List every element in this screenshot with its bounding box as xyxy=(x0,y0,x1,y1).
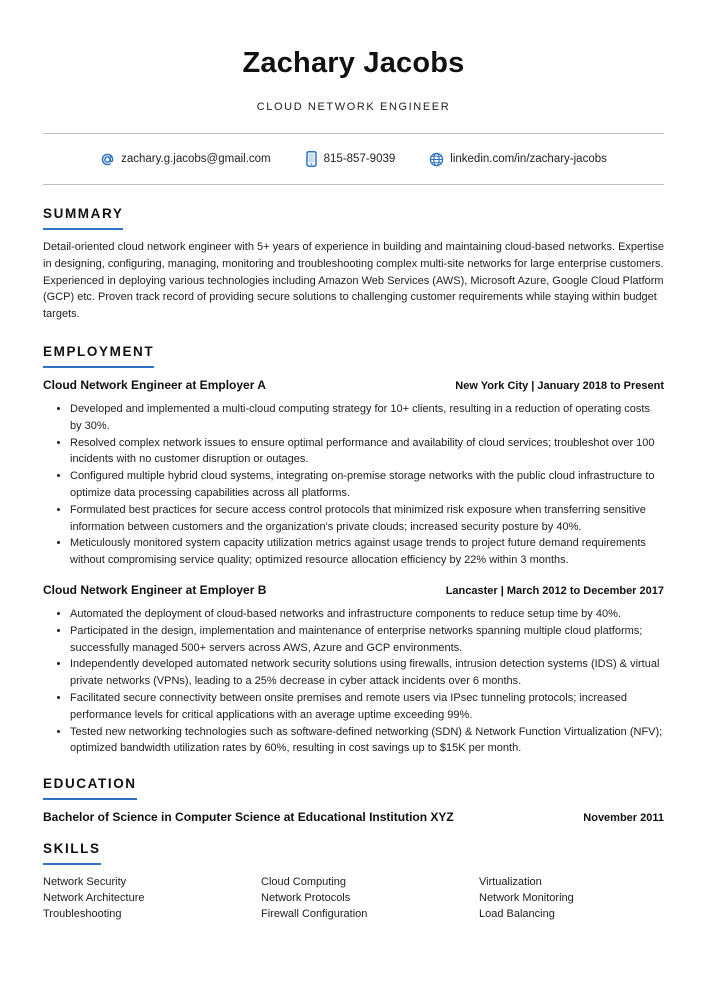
skill-item: Network Architecture xyxy=(43,892,145,905)
resume-page xyxy=(43,0,664,922)
achievement-item: • Configured multiple hybrid cloud systems, integrating on-premise storage networks with the public cloud infrastructure to optimize data processing capabilities across all platforms. xyxy=(70,468,664,502)
education-entry xyxy=(43,810,664,824)
skills-grid xyxy=(43,874,664,922)
summary-heading: SUMMARY xyxy=(43,206,123,230)
achievement-item: • Meticulously monitored system capacity utilization metrics against usage trends to project future demand requirements without compromising service quality; optimized resource allocation efficiency by 22% within 3 months. xyxy=(70,535,664,569)
achievement-item: • Facilitated secure connectivity between onsite premises and remote users via IPsec tunneling protocols; increased performance levels for critical applications with an average uptime exceeding 99%. xyxy=(70,690,664,724)
summary-text: Detail-oriented cloud network engineer with 5+ years of experience in building and maintaining cloud-based networks. Expertise in designing, configuring, managing, monitoring and troubleshooting complex multi-site networks for large enterprise customers. Experienced in deploying various technologies including Amazon Web Services (AWS), Microsoft Azure, Google Cloud Platform (GCP) etc. Proven track record of providing secure solutions to challenging customer requirements while staying within budget targets. xyxy=(43,241,664,321)
achievement-item: • Participated in the design, implementation and maintenance of enterprise networks spanning multiple cloud platforms; successfully managed 500+ servers across AWS, Azure and GCP environments. xyxy=(70,623,664,657)
education-heading: EDUCATION xyxy=(43,776,137,800)
job-title: Cloud Network Engineer at Employer B xyxy=(43,582,267,597)
achievement-item: • Tested new networking technologies such as software-defined networking (SDN) & Network Function Virtualization (NFV); optimized bandwidth utilization rates by 60%, resulting in cost savings up to $15K per month. xyxy=(70,724,664,758)
skill-item: Network Protocols xyxy=(261,892,351,905)
phone-text: 815-857-9039 xyxy=(323,153,396,165)
job-location-dates: New York City | January 2018 to Present xyxy=(455,379,664,392)
contact-email[interactable] xyxy=(100,152,271,167)
contact-linkedin[interactable] xyxy=(429,152,607,167)
achievement-item: • Developed and implemented a multi-cloud computing strategy for 10+ clients, resulting in a reduction of operating costs by 30%. xyxy=(70,401,664,435)
job-header xyxy=(43,583,664,597)
achievement-item: • Independently developed automated network security solutions using firewalls, intrusion detection systems (IDS) & virtual private networks (VPNs), leading to a 25% decrease in cyber attack incidents over 6 months. xyxy=(70,656,664,690)
achievement-item: • Resolved complex network issues to ensure optimal performance and availability of cloud services; troubleshot over 100 incidents with no customer disruption or outages. xyxy=(70,435,664,469)
contact-phone[interactable] xyxy=(305,151,396,167)
graduation-date: November 2011 xyxy=(583,812,664,825)
skill-item: Load Balancing xyxy=(479,908,555,921)
job-entry-employer-b xyxy=(43,583,664,757)
achievement-item: • Automated the deployment of cloud-based networks and infrastructure components to reduce setup time by 40%. xyxy=(70,606,664,623)
linkedin-text: linkedin.com/in/zachary-jacobs xyxy=(450,153,607,165)
education-section xyxy=(43,775,664,824)
at-sign-icon xyxy=(100,152,115,167)
employment-section xyxy=(43,343,664,757)
skill-item: Network Security xyxy=(43,876,127,889)
globe-icon xyxy=(429,152,444,167)
degree: Bachelor of Science in Computer Science at Educational Institution XYZ xyxy=(43,810,454,825)
skill-item: Network Monitoring xyxy=(479,892,574,905)
skill-item: Virtualization xyxy=(479,876,542,889)
skill-item: Firewall Configuration xyxy=(261,908,368,921)
job-title-headline: CLOUD NETWORK ENGINEER xyxy=(256,101,451,113)
email-text: zachary.g.jacobs@gmail.com xyxy=(121,153,271,165)
employment-heading: EMPLOYMENT xyxy=(43,344,154,368)
contact-divider xyxy=(43,184,664,185)
skill-item: Cloud Computing xyxy=(261,876,346,889)
skills-heading: SKILLS xyxy=(43,841,101,865)
job-achievements xyxy=(43,606,664,757)
skills-section xyxy=(43,840,664,922)
candidate-name: Zachary Jacobs xyxy=(242,47,465,79)
job-title: Cloud Network Engineer at Employer A xyxy=(43,377,266,392)
phone-icon xyxy=(305,151,318,167)
contact-bar xyxy=(43,134,664,184)
summary-section xyxy=(43,205,664,323)
job-header xyxy=(43,378,664,392)
skill-item: Troubleshooting xyxy=(43,908,122,921)
job-achievements xyxy=(43,401,664,569)
job-entry-employer-a xyxy=(43,378,664,569)
achievement-item: • Formulated best practices for secure access control protocols that minimized risk exposure when transferring sensitive information between customers and the organization's private clouds; increased security posture by 40%. xyxy=(70,502,664,536)
job-location-dates: Lancaster | March 2012 to December 2017 xyxy=(445,584,664,597)
